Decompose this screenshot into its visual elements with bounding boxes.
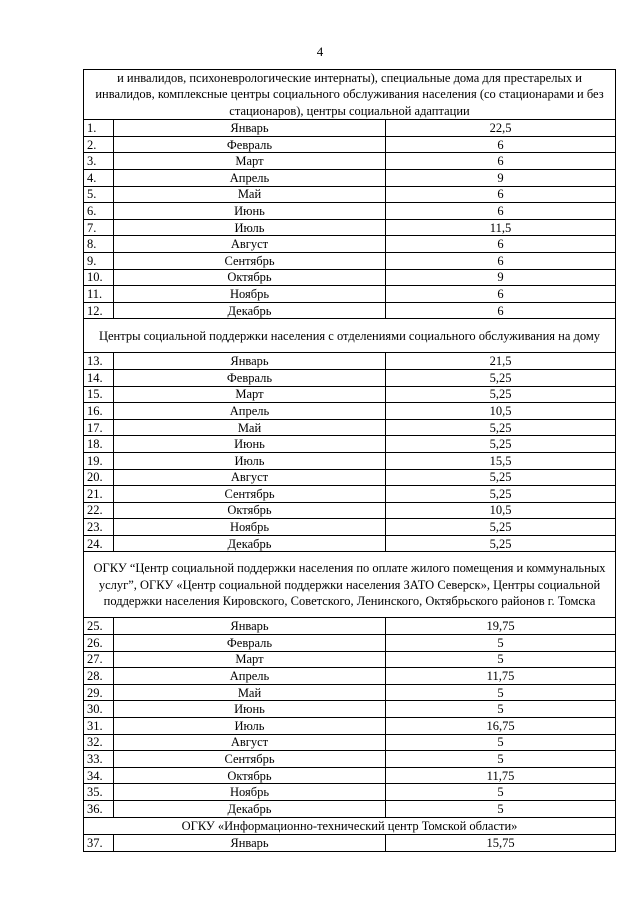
row-value: 5,25: [386, 419, 616, 436]
row-value: 5: [386, 784, 616, 801]
row-number: 33.: [84, 751, 114, 768]
row-month: Февраль: [114, 136, 386, 153]
row-month: Январь: [114, 835, 386, 852]
row-month: Январь: [114, 353, 386, 370]
row-number: 14.: [84, 369, 114, 386]
table-row: [84, 120, 616, 137]
row-number: 7.: [84, 219, 114, 236]
table-row: [84, 369, 616, 386]
row-value: 5,25: [386, 469, 616, 486]
row-value: 5,25: [386, 369, 616, 386]
row-value: 11,75: [386, 767, 616, 784]
row-month: Июль: [114, 718, 386, 735]
row-number: 31.: [84, 718, 114, 735]
table-row: [84, 136, 616, 153]
row-month: Май: [114, 419, 386, 436]
row-number: 28.: [84, 668, 114, 685]
row-number: 22.: [84, 502, 114, 519]
row-month: Декабрь: [114, 535, 386, 552]
row-month: Ноябрь: [114, 519, 386, 536]
row-number: 4.: [84, 170, 114, 187]
table-row: [84, 767, 616, 784]
row-value: 22,5: [386, 120, 616, 137]
row-number: 36.: [84, 801, 114, 818]
row-number: 6.: [84, 203, 114, 220]
table-row: [84, 252, 616, 269]
row-number: 18.: [84, 436, 114, 453]
row-value: 6: [386, 236, 616, 253]
row-month: Январь: [114, 618, 386, 635]
row-month: Август: [114, 236, 386, 253]
row-month: Август: [114, 734, 386, 751]
row-value: 19,75: [386, 618, 616, 635]
row-number: 13.: [84, 353, 114, 370]
row-number: 30.: [84, 701, 114, 718]
row-value: 6: [386, 186, 616, 203]
table-row: [84, 386, 616, 403]
row-value: 9: [386, 170, 616, 187]
row-month: Март: [114, 386, 386, 403]
table-row: [84, 718, 616, 735]
row-month: Март: [114, 153, 386, 170]
table-row: [84, 751, 616, 768]
table-row: [84, 668, 616, 685]
row-value: 16,75: [386, 718, 616, 735]
table-row: [84, 651, 616, 668]
row-value: 6: [386, 252, 616, 269]
table-row: [84, 286, 616, 303]
row-number: 16.: [84, 403, 114, 420]
row-month: Апрель: [114, 170, 386, 187]
section-header-row: [84, 70, 616, 120]
row-number: 35.: [84, 784, 114, 801]
row-value: 10,5: [386, 403, 616, 420]
row-number: 9.: [84, 252, 114, 269]
page-number: 4: [316, 44, 324, 59]
table-row: [84, 153, 616, 170]
row-value: 11,75: [386, 668, 616, 685]
row-month: Август: [114, 469, 386, 486]
table-row: [84, 219, 616, 236]
row-month: Сентябрь: [114, 486, 386, 503]
row-value: 5: [386, 801, 616, 818]
row-month: Июнь: [114, 701, 386, 718]
row-month: Октябрь: [114, 269, 386, 286]
row-month: Март: [114, 651, 386, 668]
row-value: 21,5: [386, 353, 616, 370]
row-number: 5.: [84, 186, 114, 203]
row-number: 3.: [84, 153, 114, 170]
table-row: [84, 701, 616, 718]
table-row: [84, 170, 616, 187]
table-row: [84, 269, 616, 286]
section-header-row: [84, 552, 616, 618]
row-month: Декабрь: [114, 801, 386, 818]
row-number: 29.: [84, 684, 114, 701]
row-month: Май: [114, 684, 386, 701]
row-value: 15,75: [386, 835, 616, 852]
table-row: [84, 452, 616, 469]
row-value: 11,5: [386, 219, 616, 236]
row-number: 23.: [84, 519, 114, 536]
table-row: [84, 502, 616, 519]
section-header-row: [84, 319, 616, 353]
row-value: 5: [386, 635, 616, 652]
table-row: [84, 469, 616, 486]
row-number: 20.: [84, 469, 114, 486]
row-month: Ноябрь: [114, 784, 386, 801]
table-row: [84, 403, 616, 420]
table-row: [84, 684, 616, 701]
row-number: 19.: [84, 452, 114, 469]
table-row: [84, 353, 616, 370]
row-value: 5: [386, 651, 616, 668]
row-number: 26.: [84, 635, 114, 652]
row-value: 6: [386, 203, 616, 220]
row-value: 6: [386, 153, 616, 170]
table-row: [84, 486, 616, 503]
row-number: 34.: [84, 767, 114, 784]
row-value: 5: [386, 684, 616, 701]
table-row: [84, 801, 616, 818]
row-value: 6: [386, 302, 616, 319]
row-value: 6: [386, 286, 616, 303]
row-number: 1.: [84, 120, 114, 137]
table-row: [84, 519, 616, 536]
row-month: Апрель: [114, 403, 386, 420]
row-value: 5: [386, 701, 616, 718]
row-month: Декабрь: [114, 302, 386, 319]
row-month: Июнь: [114, 436, 386, 453]
row-value: 5,25: [386, 486, 616, 503]
table-row: [84, 734, 616, 751]
row-number: 27.: [84, 651, 114, 668]
row-month: Апрель: [114, 668, 386, 685]
row-number: 24.: [84, 535, 114, 552]
row-value: 15,5: [386, 452, 616, 469]
row-number: 12.: [84, 302, 114, 319]
row-number: 8.: [84, 236, 114, 253]
row-number: 17.: [84, 419, 114, 436]
table-row: [84, 203, 616, 220]
table-row: [84, 302, 616, 319]
row-month: Июль: [114, 452, 386, 469]
row-value: 5: [386, 734, 616, 751]
row-value: 9: [386, 269, 616, 286]
table-row: [84, 419, 616, 436]
row-number: 11.: [84, 286, 114, 303]
row-month: Февраль: [114, 635, 386, 652]
section-header-row: [84, 817, 616, 834]
row-value: 5,25: [386, 436, 616, 453]
table-row: [84, 236, 616, 253]
row-month: Июль: [114, 219, 386, 236]
row-month: Сентябрь: [114, 252, 386, 269]
row-value: 5: [386, 751, 616, 768]
row-number: 37.: [84, 835, 114, 852]
row-number: 2.: [84, 136, 114, 153]
row-number: 10.: [84, 269, 114, 286]
row-number: 21.: [84, 486, 114, 503]
row-month: Май: [114, 186, 386, 203]
section-header: ОГКУ «Информационно-технический центр Томской области»: [84, 817, 616, 834]
table-body: [84, 70, 616, 852]
table-row: [84, 436, 616, 453]
row-month: Сентябрь: [114, 751, 386, 768]
row-value: 10,5: [386, 502, 616, 519]
row-number: 15.: [84, 386, 114, 403]
table-row: [84, 635, 616, 652]
row-month: Октябрь: [114, 767, 386, 784]
row-month: Январь: [114, 120, 386, 137]
row-number: 32.: [84, 734, 114, 751]
table-row: [84, 535, 616, 552]
row-month: Февраль: [114, 369, 386, 386]
row-value: 5,25: [386, 519, 616, 536]
table-row: [84, 186, 616, 203]
row-value: 5,25: [386, 535, 616, 552]
row-value: 6: [386, 136, 616, 153]
row-month: Июнь: [114, 203, 386, 220]
row-month: Ноябрь: [114, 286, 386, 303]
schedule-table: [83, 69, 616, 852]
table-row: [84, 784, 616, 801]
table-row: [84, 618, 616, 635]
table-row: [84, 835, 616, 852]
row-value: 5,25: [386, 386, 616, 403]
section-header: и инвалидов, психоневрологические интернаты), специальные дома для престарелых и инвалидов, комплексные центры социального обслуживания населения (со стационарами и без стационаров), центры социальной адаптации: [84, 70, 616, 120]
section-header: ОГКУ “Центр социальной поддержки населения по оплате жилого помещения и коммунальных услуг”, ОГКУ «Центр социальной поддержки населения ЗАТО Северск», Центры социальной поддержки населения Кировского, Советского, Ленинского, Октябрьского районов г. Томска: [84, 552, 616, 618]
row-month: Октябрь: [114, 502, 386, 519]
row-number: 25.: [84, 618, 114, 635]
section-header: Центры социальной поддержки населения с отделениями социального обслуживания на дому: [84, 319, 616, 353]
